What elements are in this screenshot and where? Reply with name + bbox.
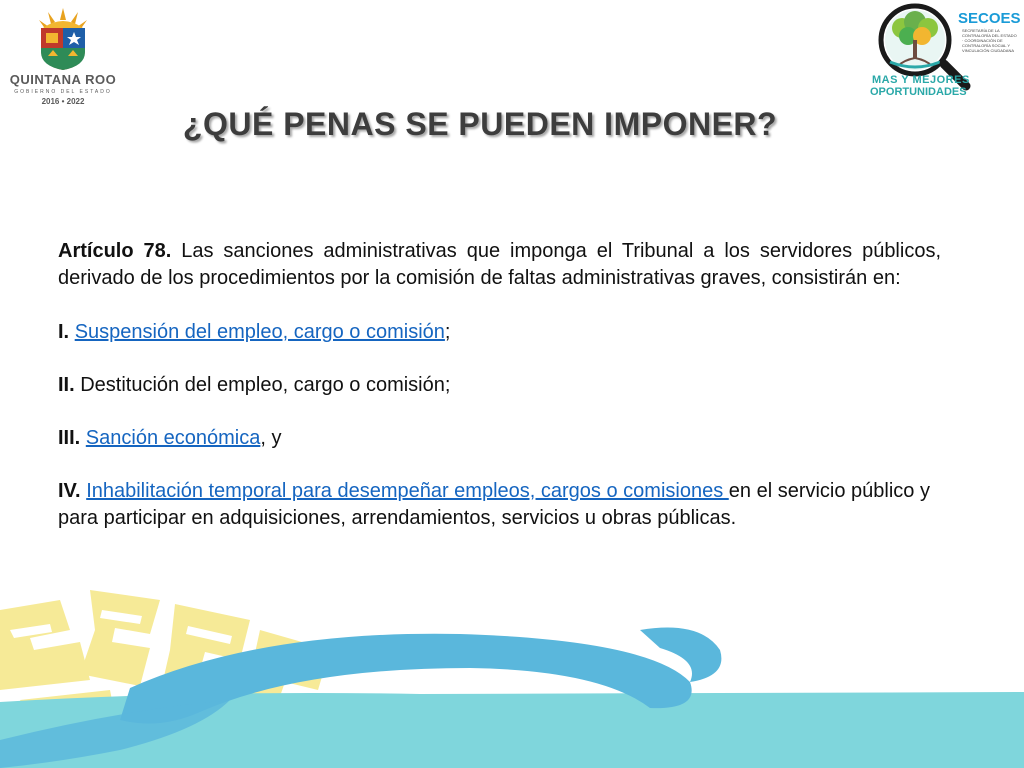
item-4-numeral: IV. [58,480,81,502]
quintana-roo-logo [8,6,118,106]
article-text: Las sanciones administrativas que imponga el Tribunal a los servidores públicos, derivado de los procedimientos por la comisión de faltas administrativas graves, consistirán en: [58,240,942,289]
article-label: Artículo 78. [58,240,172,262]
item-2-numeral: II. [58,374,75,396]
item-4-rest: en el servicio público y para participar en adquisiciones, arrendamientos, servicios u obras públicas. [58,480,930,529]
list-item-1 [58,319,941,346]
item-3-rest: , y [260,427,282,449]
secoes-tagline-line2: OPORTUNIDADES [870,86,967,98]
secoes-logo [870,2,1022,102]
disqualification-link[interactable]: Inhabilitación temporal para desempeñar empleos, cargos o comisiones [86,480,729,502]
item-3-numeral: III. [58,427,81,449]
economic-sanction-link[interactable]: Sanción económica [85,427,261,449]
suspension-link[interactable]: Suspensión del empleo, cargo o comisión [74,321,445,343]
secoes-tagline-line1: MAS Y MEJORES [872,74,970,86]
list-item-2 [58,372,941,399]
administration-years: 2016 • 2022 [41,97,85,106]
item-1-rest: ; [444,321,451,343]
state-name: QUINTANA ROO [9,72,117,87]
government-subtitle: GOBIERNO DEL ESTADO [14,89,112,95]
article-body [58,238,941,532]
secoes-name: SECOES [958,10,1021,27]
article-paragraph [58,238,941,292]
list-item-4 [58,478,941,532]
state-coat-of-arms-icon [8,6,118,72]
decorative-wave-pattern [0,590,1024,768]
item-2-text: Destitución del empleo, cargo o comisión; [74,374,451,396]
secoes-subtitle: SECRETARÍA DE LA CONTRALORÍA DEL ESTADO · COORDINACIÓN DE CONTRALORÍA SOCIAL Y VINCULACIÓN CIUDADANA [962,28,1017,53]
item-1-numeral: I. [58,321,70,343]
page-title: ¿QUÉ PENAS SE PUEDEN IMPONER? [182,106,778,142]
list-item-3 [58,425,941,452]
